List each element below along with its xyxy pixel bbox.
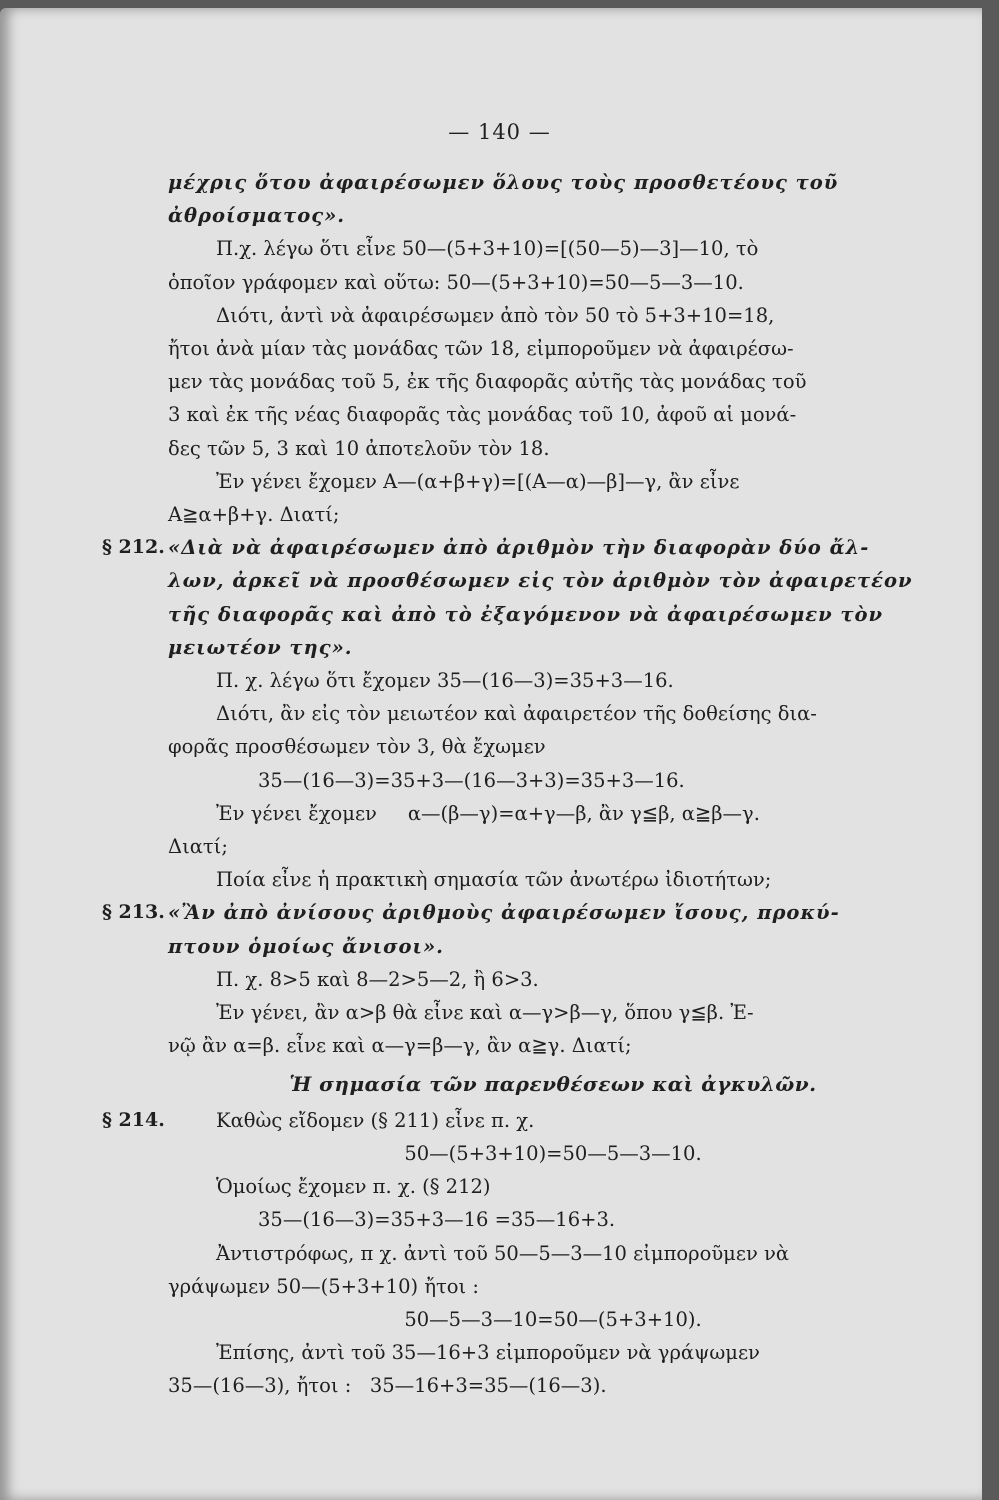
text-line: μέχρις ὅτου ἀφαιρέσωμεν ὅλους τοὺς προσθετέους τοῦ: [168, 171, 839, 194]
section-number: § 212.: [102, 536, 165, 559]
text-line: πτουν ὁμοίως ἄνισοι».: [168, 934, 444, 958]
text-line: Διατί;: [168, 835, 228, 859]
text-line: Π. χ. λέγω ὅτι ἔχομεν 35—(16—3)=35+3—16.: [216, 669, 674, 693]
text-line: Διότι, ἀντὶ νὰ ἀφαιρέσωμεν ἀπὸ τὸν 50 τὸ 5+3+10=18,: [216, 303, 775, 327]
text-line: Καθὼς εἴδομεν (§ 211) εἶνε π. χ.: [216, 1108, 535, 1132]
text-line: 50—5—3—10=50—(5+3+10).: [404, 1307, 702, 1331]
text-line: «Διὰ νὰ ἀφαιρέσωμεν ἀπὸ ἀριθμὸν τὴν διαφορὰν δύο ἄλ-: [168, 536, 870, 560]
text-line: 50—(5+3+10)=50—5—3—10.: [404, 1141, 702, 1165]
text-line: Ἐν γένει ἔχομεν Α—(α+β+γ)=[(Α—α)—β]—γ, ἂν εἶνε: [216, 469, 740, 493]
section-212: [102, 531, 938, 564]
section-number: § 213.: [102, 901, 165, 924]
text-line: 35—(16—3), ἤτοι : 35—16+3=35—(16—3).: [168, 1374, 607, 1398]
section-number: § 214.: [102, 1108, 165, 1131]
text-line: Ἐν γένει, ἂν α>β θὰ εἶνε καὶ α—γ>β—γ, ὅπου γ≦β. Ἐ-: [216, 1001, 754, 1025]
text-line: Ὁμοίως ἔχομεν π. χ. (§ 212): [216, 1175, 491, 1199]
section-heading: Ἡ σημασία τῶν παρενθέσεων καὶ ἀγκυλῶν.: [289, 1072, 817, 1097]
text-line: μειωτέον της».: [168, 635, 353, 659]
text-line: Ἐπίσης, ἀντὶ τοῦ 35—16+3 εἰμποροῦμεν νὰ γράψωμεν: [216, 1341, 760, 1365]
text-line: Π.χ. λέγω ὅτι εἶνε 50—(5+3+10)=[(50—5)—3]—10, τὸ: [216, 237, 759, 261]
text-line: δες τῶν 5, 3 καὶ 10 ἀποτελοῦν τὸν 18.: [168, 436, 550, 460]
text-line: Διότι, ἂν εἰς τὸν μειωτέον καὶ ἀφαιρετέον τῆς δοθείσης δια-: [216, 702, 817, 726]
text-line: φορᾶς προσθέσωμεν τὸν 3, θὰ ἔχωμεν: [168, 735, 546, 759]
text-line: νῷ ἂν α=β. εἶνε καὶ α—γ=β—γ, ἂν α≧γ. Διατί;: [168, 1034, 632, 1058]
text-line: λων, ἀρκεῖ νὰ προσθέσωμεν εἰς τὸν ἀριθμὸν τὸν ἀφαιρετέον: [168, 569, 913, 593]
text-line: Π. χ. 8>5 καὶ 8—2>5—2, ἢ 6>3.: [216, 967, 539, 991]
text-line: τῆς διαφορᾶς καὶ ἀπὸ τὸ ἐξαγόμενον νὰ ἀφαιρέσωμεν τὸν: [168, 602, 884, 626]
text-line: Ἀντιστρόφως, π χ. ἀντὶ τοῦ 50—5—3—10 εἰμποροῦμεν νὰ: [216, 1241, 790, 1265]
text-line: ἀθροίσματος».: [168, 204, 346, 228]
text-line: 3 καὶ ἐκ τῆς νέας διαφορᾶς τὰς μονάδας τοῦ 10, ἀφοῦ αἱ μονά-: [168, 403, 797, 427]
text-line: 35—(16—3)=35+3—(16—3+3)=35+3—16.: [258, 768, 685, 792]
text-line: ἤτοι ἀνὰ μίαν τὰς μονάδας τῶν 18, εἰμποροῦμεν νὰ ἀφαιρέσω-: [168, 337, 794, 361]
book-page: [0, 8, 982, 1500]
section-213: [102, 896, 938, 929]
text-line: 35—(16—3)=35+3—16 =35—16+3.: [258, 1208, 616, 1232]
section-214: [102, 1104, 938, 1137]
text-line: γράψωμεν 50—(5+3+10) ἤτοι :: [168, 1274, 479, 1298]
page-number: — 140 —: [448, 120, 551, 144]
text-line: «Ἂν ἀπὸ ἀνίσους ἀριθμοὺς ἀφαιρέσωμεν ἴσους, προκύ-: [168, 901, 840, 925]
text-line: Α≧α+β+γ. Διατί;: [168, 503, 340, 527]
text-line: Ποία εἶνε ἡ πρακτικὴ σημασία τῶν ἀνωτέρω ἰδιοτήτων;: [216, 868, 772, 892]
text-line: Ἐν γένει ἔχομεν α—(β—γ)=α+γ—β, ἂν γ≦β, α≧β—γ.: [216, 801, 760, 825]
text-line: ὁποῖον γράφομεν καὶ οὕτω: 50—(5+3+10)=50—5—3—10.: [168, 270, 744, 294]
text-line: μεν τὰς μονάδας τοῦ 5, ἐκ τῆς διαφορᾶς αὐτῆς τὰς μονάδας τοῦ: [168, 370, 807, 394]
page-body: [102, 166, 938, 1403]
